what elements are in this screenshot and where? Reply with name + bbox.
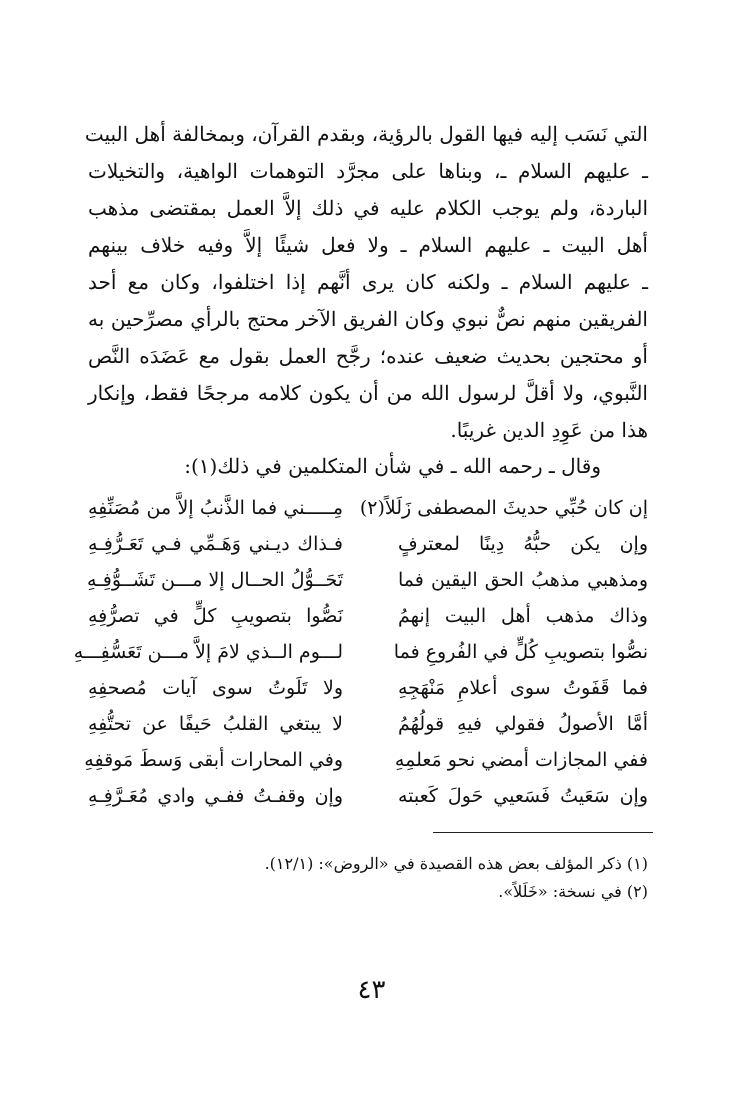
prose-line: ـ عليهم السلام ـ، وبناها على مجرَّد التوهمات الواهية، والتخيلات — [88, 159, 648, 183]
verse-first-hemistich: أمَّا الأصولُ فقولي فيهِ قولُهُمُ — [398, 713, 648, 735]
verse-second-hemistich: فـذاك ديـني وَهَـمِّي فـي تَعَـرُّفِـهِ — [88, 533, 343, 555]
poem-verse — [73, 634, 648, 670]
verse-first-hemistich: نصُّوا بتصويبِ كُلٍّ في الفُروعِ فما — [393, 641, 648, 663]
poem-verse — [88, 670, 648, 706]
verse-first-hemistich: وذاك مذهب أهل البيت إنهمُ — [398, 605, 648, 627]
verse-second-hemistich: لا يبتغي القلبُ حَيفًا عن تحتُّفِهِ — [88, 713, 343, 735]
verse-second-hemistich: تَحَــوُّلُ الحــال إلا مـــن تَشَــوُّفِـهِ — [87, 569, 343, 591]
poem-verse — [84, 742, 648, 778]
verse-first-hemistich: وإن سَعَيتُ فَسَعيي حَولَ كَعبته — [398, 785, 648, 807]
footnote-divider — [433, 832, 653, 833]
poem-verse — [88, 778, 648, 814]
poem-introduction: وقال ـ رحمه الله ـ في شأن المتكلمين في ذلك(١): — [184, 454, 601, 478]
prose-line: الباردة، ولم يوجب الكلام عليه في ذلك إلاَّ العمل بمقتضى مذهب — [88, 196, 648, 220]
prose-line: هذا من عَوِدِ الدين غريبًا. — [450, 418, 648, 442]
footnotes — [88, 850, 648, 906]
verse-second-hemistich: وإن وقفـتُ ففـي وادي مُعَـرَّفِـهِ — [88, 785, 343, 807]
verse-second-hemistich: ولا تَلَوتُ سوى آيات مُصحفِهِ — [88, 677, 343, 699]
poem-verse — [88, 526, 648, 562]
verse-first-hemistich: إن كان حُبِّي حديثَ المصطفى زَلَلاً(٢) — [359, 497, 648, 519]
poem-verse — [88, 562, 648, 598]
poem-verse — [88, 598, 648, 634]
verse-second-hemistich: نَصُّوا بتصويبِ كلٍّ في تصرُّفِهِ — [88, 605, 343, 627]
verse-second-hemistich: مِـــــني فما الذَّنبُ إلاَّ من مُصَنِّفِهِ — [88, 497, 343, 519]
poem-verse — [88, 706, 648, 742]
verse-second-hemistich: وفي المحارات أبقى وَسطَ مَوقفِهِ — [84, 749, 343, 771]
prose-line: أو محتجين بحديث ضعيف عنده؛ رجَّح العمل بقول مع عَضَدَه النَّص — [88, 344, 648, 368]
prose-line: أهل البيت ـ عليهم السلام ـ ولا فعل شيئًا إلاَّ وفيه خلاف بينهم — [88, 233, 648, 257]
prose-line: النَّبوي، ولا أقلَّ لرسول الله من أن يكون كلامه مرجحًا فقط، وإنكار — [88, 381, 648, 405]
prose-line: التي نَسَب إليه فيها القول بالرؤية، وبقدم القرآن، وبمخالفة أهل البيت — [84, 122, 648, 146]
verse-first-hemistich: فما قَفَوتُ سوى أعلامِ مَنْهَجِهِ — [398, 677, 648, 699]
prose-paragraph — [84, 116, 648, 449]
page-number: ٤٣ — [357, 975, 386, 1005]
footnote-1: (١) ذكر المؤلف بعض هذه القصيدة في «الروض»: (١٢/١). — [264, 854, 648, 873]
poem-verse — [88, 490, 648, 526]
verse-first-hemistich: ومذهبي مذهبُ الحق اليقين فما — [398, 569, 648, 591]
prose-line: ـ عليهم السلام ـ ولكنه كان يرى أنَّهم إذا اختلفوا، وكان مع أحد — [88, 270, 648, 294]
verse-first-hemistich: ففي المجازات أمضي نحو مَعلمِهِ — [394, 749, 648, 771]
footnote-2: (٢) في نسخة: «خَلَلاً». — [498, 882, 648, 901]
prose-line: الفريقين منهم نصٌّ نبوي وكان الفريق الآخر محتج بالرأي مصرِّحين به — [88, 307, 648, 331]
verse-second-hemistich: لـــوم الــذي لامَ إلاَّ مـــن تَعَسُّفِـــهِ — [73, 641, 343, 663]
verse-first-hemistich: وإن يكن حبُّهُ دِينًا لمعترفٍ — [398, 533, 648, 555]
poem — [73, 490, 648, 814]
